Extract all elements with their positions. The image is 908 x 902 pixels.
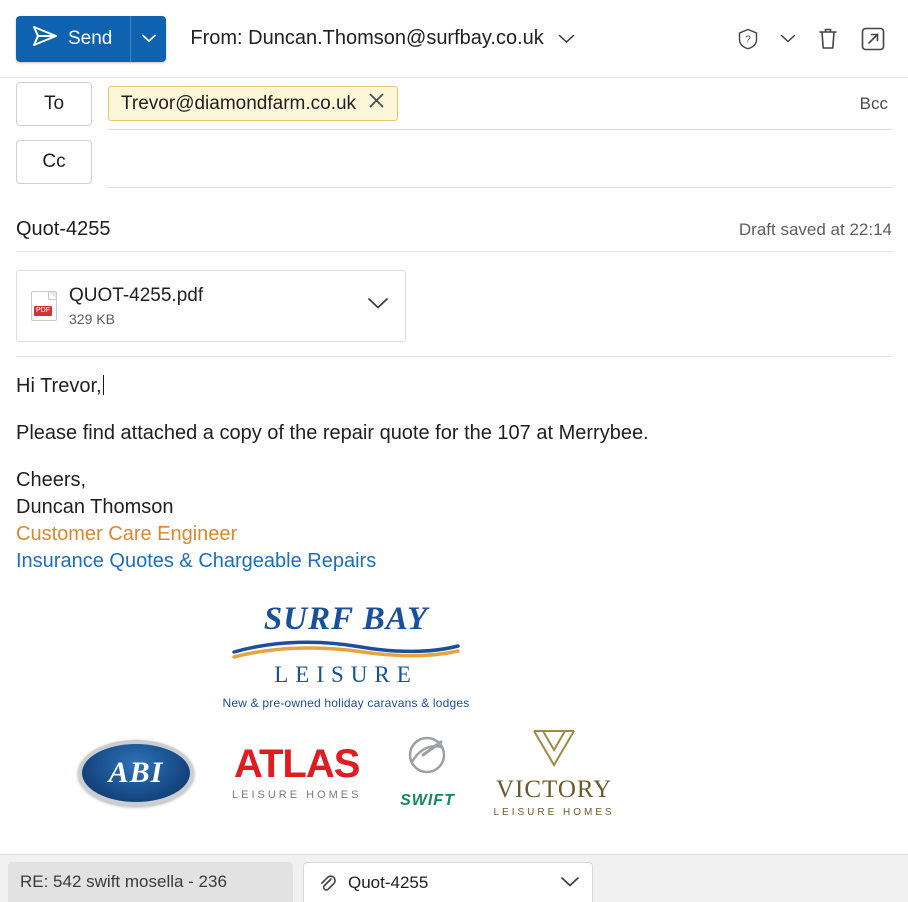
- surfbay-tagline: New & pre-owned holiday caravans & lodges: [222, 696, 470, 711]
- surfbay-logo: [16, 603, 676, 711]
- recipients-section: [0, 78, 908, 194]
- subject-row[interactable]: [16, 208, 892, 252]
- attachment-icon: [316, 872, 338, 894]
- atlas-subtitle: LEISURE HOMES: [232, 789, 362, 802]
- taskbar-item-label: RE: 542 swift mosella - 236: [20, 872, 227, 891]
- recipient-pill[interactable]: [108, 86, 398, 121]
- cc-button[interactable]: [16, 140, 92, 184]
- signature-name: Duncan Thomson: [16, 496, 174, 518]
- victory-wordmark: VICTORY: [495, 776, 613, 804]
- brand-logo-row: [16, 727, 892, 820]
- attachment-menu-chevron-down-icon[interactable]: [367, 297, 395, 315]
- window-taskbar: [0, 854, 908, 902]
- chevron-down-icon: [142, 30, 156, 48]
- send-button[interactable]: [16, 16, 130, 62]
- abi-wordmark: ABI: [108, 756, 164, 790]
- atlas-wordmark: ATLAS: [234, 742, 360, 787]
- body-greeting: Hi Trevor,: [16, 373, 892, 400]
- send-options-caret[interactable]: [130, 16, 166, 62]
- recipient-pill-label: Trevor@diamondfarm.co.uk: [121, 92, 357, 114]
- taskbar-item-label: Quot-4255: [348, 872, 429, 892]
- from-label: From: Duncan.Thomson@surfbay.co.uk: [190, 27, 544, 49]
- help-circle-icon[interactable]: [736, 27, 760, 51]
- pdf-file-icon: [31, 291, 57, 321]
- toolbar-actions: [736, 26, 892, 52]
- victory-logo: [493, 727, 614, 820]
- cc-label: Cc: [42, 151, 66, 172]
- surfbay-wave-icon: [231, 638, 461, 660]
- from-field[interactable]: [190, 27, 574, 50]
- subject-input[interactable]: Quot-4255: [16, 218, 111, 240]
- attachment-card[interactable]: [16, 270, 406, 342]
- cc-row: [16, 136, 892, 194]
- close-icon[interactable]: [366, 92, 387, 115]
- to-button[interactable]: [16, 82, 92, 126]
- swift-emblem-icon: [399, 736, 455, 778]
- bcc-button[interactable]: Bcc: [859, 93, 888, 113]
- draft-saved-status: Draft saved at 22:14: [738, 219, 892, 239]
- chevron-down-icon[interactable]: [560, 873, 580, 893]
- svg-text:?: ?: [745, 34, 751, 45]
- to-row: [16, 78, 892, 136]
- chevron-down-icon[interactable]: [558, 31, 575, 47]
- help-options-chevron-down-icon[interactable]: [780, 34, 796, 44]
- victory-subtitle: LEISURE HOMES: [493, 807, 615, 819]
- pdf-type-label: PDF: [36, 307, 50, 314]
- send-button-group: [16, 16, 166, 62]
- atlas-logo: [232, 744, 361, 803]
- signature-role: Customer Care Engineer: [16, 523, 238, 545]
- attachment-meta: [69, 285, 203, 327]
- open-in-new-window-icon[interactable]: [860, 26, 886, 52]
- signature-link[interactable]: Insurance Quotes & Chargeable Repairs: [16, 550, 377, 572]
- to-input[interactable]: [108, 78, 892, 130]
- attachment-file-name: QUOT-4255.pdf: [69, 285, 204, 307]
- trash-icon[interactable]: [816, 26, 840, 52]
- swift-logo: [399, 736, 455, 812]
- body-paragraph: Please find attached a copy of the repair quote for the 107 at Merrybee.: [16, 422, 649, 444]
- message-body[interactable]: [0, 357, 908, 820]
- attachment-file-size: 329 KB: [69, 310, 115, 327]
- signature-block: [16, 467, 892, 575]
- abi-logo: [78, 740, 194, 806]
- send-plane-icon: [32, 25, 58, 53]
- surfbay-leisure-word: LEISURE: [274, 662, 418, 687]
- to-label: To: [43, 93, 65, 114]
- signature-logos: [16, 603, 892, 820]
- cc-input[interactable]: [108, 136, 892, 188]
- surfbay-wordmark: SURF BAY: [263, 601, 429, 637]
- taskbar-item-draft-reply[interactable]: [8, 862, 293, 902]
- body-signoff: Cheers,: [16, 469, 87, 491]
- victory-emblem-icon: [524, 727, 584, 769]
- attachment-area: [0, 252, 908, 356]
- taskbar-item-current-draft[interactable]: [303, 862, 593, 902]
- compose-toolbar: [0, 0, 908, 78]
- send-button-label: Send: [68, 27, 113, 49]
- swift-wordmark: SWIFT: [400, 791, 455, 809]
